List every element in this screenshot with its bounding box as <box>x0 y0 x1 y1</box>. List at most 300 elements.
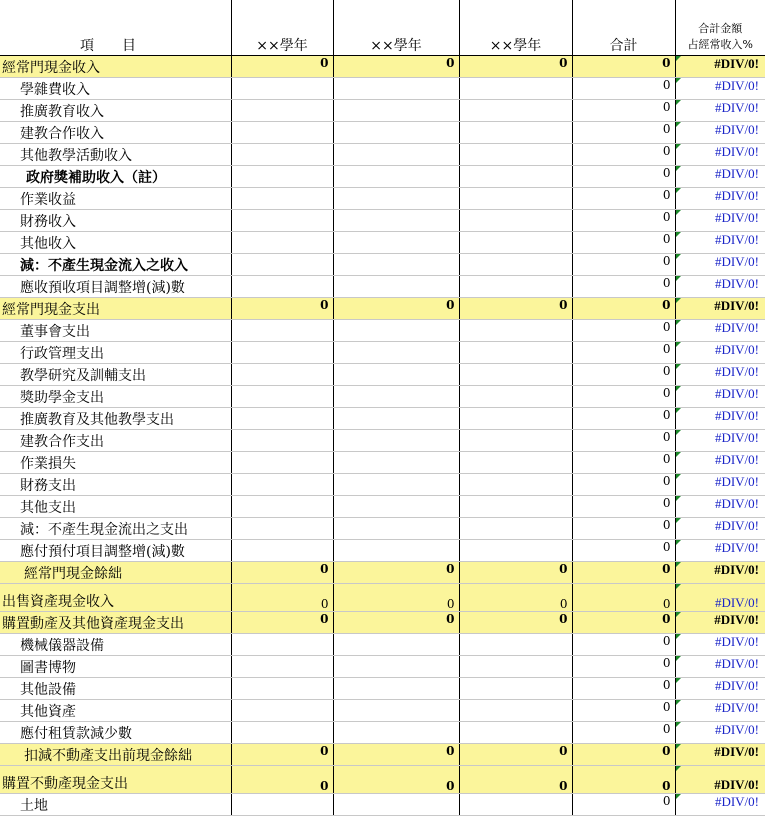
cell-percent[interactable] <box>675 122 765 144</box>
table-row <box>0 188 765 210</box>
percent-value: #DIV/0! <box>714 612 759 627</box>
cell-v3[interactable] <box>459 342 572 364</box>
cell-percent[interactable] <box>675 342 765 364</box>
row-label[interactable]: 減：不產生現金流入之收入 <box>0 254 231 276</box>
cell-v2[interactable] <box>333 496 459 518</box>
cell-percent[interactable] <box>675 78 765 100</box>
cell-percent[interactable] <box>675 612 765 634</box>
cell-v2[interactable] <box>333 78 459 100</box>
cell-percent[interactable] <box>675 298 765 320</box>
error-indicator-icon <box>676 584 681 589</box>
cell-v3[interactable] <box>459 210 572 232</box>
percent-value: #DIV/0! <box>715 722 759 737</box>
percent-value: #DIV/0! <box>715 794 759 809</box>
row-label[interactable]: 購置動產及其他資產現金支出 <box>0 612 231 634</box>
table-row <box>0 166 765 188</box>
error-indicator-icon <box>676 166 681 171</box>
cell-total[interactable]: 0 <box>572 496 675 518</box>
cell-total[interactable]: 0 <box>572 364 675 386</box>
cell-v3[interactable]: 0 <box>459 612 572 634</box>
table-row <box>0 744 765 766</box>
percent-value: #DIV/0! <box>715 452 759 467</box>
percent-value: #DIV/0! <box>715 78 759 93</box>
cell-v3[interactable]: 0 <box>459 298 572 320</box>
table-row <box>0 518 765 540</box>
cell-total[interactable]: 0 <box>572 386 675 408</box>
error-indicator-icon <box>676 452 681 457</box>
cell-total[interactable]: 0 <box>572 188 675 210</box>
cell-v2[interactable] <box>333 144 459 166</box>
cell-v2[interactable] <box>333 794 459 816</box>
cell-percent[interactable] <box>675 766 765 794</box>
cell-v1[interactable] <box>231 188 333 210</box>
table-row <box>0 562 765 584</box>
cell-v3[interactable] <box>459 254 572 276</box>
row-label[interactable]: 其他教學活動收入 <box>0 144 231 166</box>
cell-percent[interactable] <box>675 166 765 188</box>
percent-value: #DIV/0! <box>715 386 759 401</box>
cell-v2[interactable] <box>333 188 459 210</box>
cell-total[interactable]: 0 <box>572 276 675 298</box>
table-row <box>0 78 765 100</box>
cell-total[interactable]: 0 <box>572 540 675 562</box>
cell-v3[interactable]: 0 <box>459 766 572 794</box>
cell-v2[interactable]: 0 <box>333 584 459 612</box>
cell-total[interactable]: 0 <box>572 430 675 452</box>
cell-percent[interactable] <box>675 386 765 408</box>
percent-value: #DIV/0! <box>715 496 759 511</box>
cell-v1[interactable]: 0 <box>231 744 333 766</box>
cell-v2[interactable] <box>333 386 459 408</box>
row-label[interactable]: 機械儀器設備 <box>0 634 231 656</box>
cell-v3[interactable] <box>459 474 572 496</box>
error-indicator-icon <box>676 56 681 61</box>
error-indicator-icon <box>676 518 681 523</box>
error-indicator-icon <box>676 386 681 391</box>
cell-total[interactable]: 0 <box>572 794 675 816</box>
cell-v1[interactable] <box>231 320 333 342</box>
cell-percent[interactable] <box>675 634 765 656</box>
error-indicator-icon <box>676 656 681 661</box>
cell-v1[interactable] <box>231 364 333 386</box>
cell-total[interactable]: 0 <box>572 744 675 766</box>
table-row <box>0 474 765 496</box>
cell-v1[interactable] <box>231 496 333 518</box>
row-label[interactable]: 推廣教育及其他教學支出 <box>0 408 231 430</box>
cell-v2[interactable] <box>333 518 459 540</box>
cell-v2[interactable]: 0 <box>333 562 459 584</box>
cell-percent[interactable] <box>675 276 765 298</box>
cell-percent[interactable] <box>675 474 765 496</box>
cell-v3[interactable] <box>459 634 572 656</box>
cell-v1[interactable] <box>231 232 333 254</box>
cell-v3[interactable] <box>459 656 572 678</box>
row-label[interactable]: 經常門現金餘絀 <box>0 562 231 584</box>
cell-v3[interactable] <box>459 78 572 100</box>
cell-total[interactable]: 0 <box>572 562 675 584</box>
cell-percent[interactable] <box>675 254 765 276</box>
table-row <box>0 722 765 744</box>
row-label[interactable]: 出售資產現金收入 <box>0 584 231 612</box>
cell-v2[interactable] <box>333 656 459 678</box>
cell-v2[interactable] <box>333 364 459 386</box>
cell-v2[interactable]: 0 <box>333 766 459 794</box>
percent-value: #DIV/0! <box>715 232 759 247</box>
percent-value: #DIV/0! <box>715 188 759 203</box>
cell-v2[interactable] <box>333 342 459 364</box>
cell-total[interactable]: 0 <box>572 56 675 78</box>
cell-percent[interactable] <box>675 232 765 254</box>
cell-v3[interactable] <box>459 320 572 342</box>
table-row <box>0 342 765 364</box>
error-indicator-icon <box>676 232 681 237</box>
cell-total[interactable]: 0 <box>572 678 675 700</box>
percent-value: #DIV/0! <box>715 144 759 159</box>
row-label[interactable]: 應付租賃款減少數 <box>0 722 231 744</box>
cell-v3[interactable] <box>459 166 572 188</box>
cell-percent[interactable] <box>675 320 765 342</box>
cell-v2[interactable] <box>333 452 459 474</box>
cell-total[interactable]: 0 <box>572 254 675 276</box>
cell-total[interactable]: 0 <box>572 342 675 364</box>
percent-value: #DIV/0! <box>714 562 759 577</box>
cell-v1[interactable] <box>231 722 333 744</box>
cell-v2[interactable]: 0 <box>333 744 459 766</box>
error-indicator-icon <box>676 408 681 413</box>
row-label[interactable]: 購置不動產現金支出 <box>0 766 231 794</box>
row-label[interactable]: 董事會支出 <box>0 320 231 342</box>
cell-v3[interactable]: 0 <box>459 56 572 78</box>
row-label[interactable]: 其他設備 <box>0 678 231 700</box>
cell-v1[interactable] <box>231 700 333 722</box>
cell-percent[interactable] <box>675 188 765 210</box>
error-indicator-icon <box>676 612 681 617</box>
table-row <box>0 496 765 518</box>
cell-v2[interactable]: 0 <box>333 56 459 78</box>
header-percent-line1: 合計金額 <box>676 21 765 37</box>
cell-v3[interactable] <box>459 496 572 518</box>
row-label[interactable]: 教學研究及訓輔支出 <box>0 364 231 386</box>
error-indicator-icon <box>676 722 681 727</box>
row-label[interactable]: 減：不產生現金流出之支出 <box>0 518 231 540</box>
cell-v3[interactable]: 0 <box>459 744 572 766</box>
cell-total[interactable]: 0 <box>572 722 675 744</box>
cell-v2[interactable] <box>333 122 459 144</box>
header-percent-line2: 占經常收入% <box>676 37 765 53</box>
cell-v3[interactable] <box>459 430 572 452</box>
cell-percent[interactable] <box>675 144 765 166</box>
percent-value: #DIV/0! <box>715 320 759 335</box>
error-indicator-icon <box>676 144 681 149</box>
error-indicator-icon <box>676 744 681 749</box>
percent-value: #DIV/0! <box>715 474 759 489</box>
cell-v2[interactable] <box>333 254 459 276</box>
cell-total[interactable]: 0 <box>572 320 675 342</box>
row-label[interactable]: 其他收入 <box>0 232 231 254</box>
cell-percent[interactable] <box>675 562 765 584</box>
percent-value: #DIV/0! <box>715 408 759 423</box>
cell-total[interactable]: 0 <box>572 584 675 612</box>
table-row <box>0 452 765 474</box>
cell-v1[interactable] <box>231 144 333 166</box>
row-label[interactable]: 推廣教育收入 <box>0 100 231 122</box>
cell-v2[interactable] <box>333 634 459 656</box>
cell-total[interactable]: 0 <box>572 100 675 122</box>
cell-percent[interactable] <box>675 794 765 816</box>
cell-v1[interactable] <box>231 122 333 144</box>
cell-total[interactable]: 0 <box>572 518 675 540</box>
cell-percent[interactable] <box>675 540 765 562</box>
row-label[interactable]: 獎助學金支出 <box>0 386 231 408</box>
table-row <box>0 56 765 78</box>
header-year-1[interactable]: ××學年 <box>231 0 333 56</box>
percent-value: #DIV/0! <box>715 210 759 225</box>
cell-v1[interactable]: 0 <box>231 298 333 320</box>
cell-total[interactable]: 0 <box>572 474 675 496</box>
cell-percent[interactable] <box>675 56 765 78</box>
cell-v3[interactable] <box>459 408 572 430</box>
cell-v1[interactable] <box>231 100 333 122</box>
cell-percent[interactable] <box>675 210 765 232</box>
row-label[interactable]: 應付預付項目調整增(減)數 <box>0 540 231 562</box>
cell-v2[interactable] <box>333 100 459 122</box>
cell-v2[interactable] <box>333 700 459 722</box>
cell-percent[interactable] <box>675 452 765 474</box>
cell-total[interactable]: 0 <box>572 408 675 430</box>
table-row <box>0 584 765 612</box>
row-label[interactable]: 財務收入 <box>0 210 231 232</box>
cell-v2[interactable] <box>333 540 459 562</box>
cell-v2[interactable] <box>333 232 459 254</box>
error-indicator-icon <box>676 122 681 127</box>
header-year-3[interactable]: ××學年 <box>459 0 572 56</box>
cell-v1[interactable] <box>231 430 333 452</box>
cell-v3[interactable] <box>459 794 572 816</box>
percent-value: #DIV/0! <box>714 56 759 71</box>
error-indicator-icon <box>676 210 681 215</box>
cell-v1[interactable] <box>231 408 333 430</box>
error-indicator-icon <box>676 298 681 303</box>
cell-v3[interactable] <box>459 540 572 562</box>
error-indicator-icon <box>676 320 681 325</box>
cell-v3[interactable] <box>459 518 572 540</box>
row-label[interactable]: 作業收益 <box>0 188 231 210</box>
error-indicator-icon <box>676 562 681 567</box>
cell-percent[interactable] <box>675 722 765 744</box>
cell-v1[interactable] <box>231 656 333 678</box>
percent-value: #DIV/0! <box>715 430 759 445</box>
cell-v2[interactable] <box>333 320 459 342</box>
percent-value: #DIV/0! <box>715 364 759 379</box>
table-row <box>0 210 765 232</box>
cell-v3[interactable]: 0 <box>459 562 572 584</box>
error-indicator-icon <box>676 496 681 501</box>
cell-total[interactable]: 0 <box>572 166 675 188</box>
cell-v1[interactable] <box>231 166 333 188</box>
cell-v3[interactable] <box>459 232 572 254</box>
header-row <box>0 0 765 56</box>
cell-v1[interactable] <box>231 540 333 562</box>
table-row <box>0 430 765 452</box>
percent-value: #DIV/0! <box>715 595 759 610</box>
cell-percent[interactable] <box>675 430 765 452</box>
table-row <box>0 766 765 794</box>
cell-total[interactable]: 0 <box>572 78 675 100</box>
cell-v2[interactable] <box>333 678 459 700</box>
row-label[interactable]: 經常門現金支出 <box>0 298 231 320</box>
percent-value: #DIV/0! <box>714 298 759 313</box>
cell-total[interactable]: 0 <box>572 766 675 794</box>
error-indicator-icon <box>676 364 681 369</box>
cell-v1[interactable] <box>231 276 333 298</box>
table-row <box>0 634 765 656</box>
percent-value: #DIV/0! <box>715 540 759 555</box>
cell-total[interactable]: 0 <box>572 298 675 320</box>
cell-v1[interactable] <box>231 452 333 474</box>
cell-v3[interactable] <box>459 364 572 386</box>
error-indicator-icon <box>676 700 681 705</box>
row-label[interactable]: 作業損失 <box>0 452 231 474</box>
cell-total[interactable]: 0 <box>572 232 675 254</box>
cell-percent[interactable] <box>675 496 765 518</box>
cell-v1[interactable] <box>231 474 333 496</box>
row-label[interactable]: 學雜費收入 <box>0 78 231 100</box>
cell-total[interactable]: 0 <box>572 210 675 232</box>
header-total[interactable]: 合計 <box>572 0 675 56</box>
table-row <box>0 320 765 342</box>
row-label[interactable]: 行政管理支出 <box>0 342 231 364</box>
table-row <box>0 144 765 166</box>
cell-total[interactable]: 0 <box>572 612 675 634</box>
row-label[interactable]: 其他資產 <box>0 700 231 722</box>
row-label[interactable]: 其他支出 <box>0 496 231 518</box>
cell-v3[interactable] <box>459 678 572 700</box>
cell-v1[interactable]: 0 <box>231 766 333 794</box>
table-row <box>0 656 765 678</box>
header-percent[interactable] <box>675 0 765 56</box>
cell-v3[interactable] <box>459 276 572 298</box>
cell-v2[interactable]: 0 <box>333 612 459 634</box>
cell-v3[interactable] <box>459 386 572 408</box>
cell-percent[interactable] <box>675 408 765 430</box>
cell-v2[interactable] <box>333 210 459 232</box>
error-indicator-icon <box>676 678 681 683</box>
cell-v2[interactable] <box>333 474 459 496</box>
cell-percent[interactable] <box>675 678 765 700</box>
cell-v2[interactable] <box>333 430 459 452</box>
cell-percent[interactable] <box>675 744 765 766</box>
cell-v1[interactable]: 0 <box>231 584 333 612</box>
cell-v3[interactable] <box>459 452 572 474</box>
cell-percent[interactable] <box>675 584 765 612</box>
cell-v2[interactable] <box>333 166 459 188</box>
cell-v1[interactable] <box>231 386 333 408</box>
percent-value: #DIV/0! <box>715 166 759 181</box>
cell-v1[interactable]: 0 <box>231 612 333 634</box>
cell-v3[interactable] <box>459 144 572 166</box>
header-item[interactable]: 項 目 <box>0 0 231 56</box>
error-indicator-icon <box>676 766 681 771</box>
cell-v1[interactable]: 0 <box>231 56 333 78</box>
cell-v3[interactable] <box>459 722 572 744</box>
error-indicator-icon <box>676 276 681 281</box>
cell-v1[interactable] <box>231 794 333 816</box>
table-row <box>0 540 765 562</box>
error-indicator-icon <box>676 634 681 639</box>
table-row <box>0 122 765 144</box>
percent-value: #DIV/0! <box>715 656 759 671</box>
row-label[interactable]: 政府獎補助收入（註） <box>0 166 231 188</box>
cell-v1[interactable] <box>231 342 333 364</box>
cell-v3[interactable]: 0 <box>459 584 572 612</box>
row-label[interactable]: 扣減不動產支出前現金餘絀 <box>0 744 231 766</box>
row-label[interactable]: 土地 <box>0 794 231 816</box>
cell-percent[interactable] <box>675 700 765 722</box>
cell-v3[interactable] <box>459 122 572 144</box>
table-row <box>0 612 765 634</box>
error-indicator-icon <box>676 430 681 435</box>
row-label[interactable]: 建教合作收入 <box>0 122 231 144</box>
cell-percent[interactable] <box>675 364 765 386</box>
table-row <box>0 408 765 430</box>
table-row <box>0 254 765 276</box>
row-label[interactable]: 建教合作支出 <box>0 430 231 452</box>
percent-value: #DIV/0! <box>715 634 759 649</box>
row-label[interactable]: 經常門現金收入 <box>0 56 231 78</box>
header-year-2[interactable]: ××學年 <box>333 0 459 56</box>
cell-v3[interactable] <box>459 188 572 210</box>
table-row <box>0 386 765 408</box>
cell-total[interactable]: 0 <box>572 700 675 722</box>
cell-v3[interactable] <box>459 100 572 122</box>
error-indicator-icon <box>676 540 681 545</box>
cell-v1[interactable] <box>231 78 333 100</box>
cell-v1[interactable] <box>231 210 333 232</box>
percent-value: #DIV/0! <box>715 342 759 357</box>
cell-total[interactable]: 0 <box>572 634 675 656</box>
table-row <box>0 276 765 298</box>
percent-value: #DIV/0! <box>715 700 759 715</box>
cell-v2[interactable] <box>333 408 459 430</box>
cell-v3[interactable] <box>459 700 572 722</box>
cell-percent[interactable] <box>675 100 765 122</box>
cell-total[interactable]: 0 <box>572 452 675 474</box>
cell-v1[interactable] <box>231 634 333 656</box>
error-indicator-icon <box>676 254 681 259</box>
cell-v2[interactable]: 0 <box>333 298 459 320</box>
row-label[interactable]: 圖書博物 <box>0 656 231 678</box>
row-label[interactable]: 財務支出 <box>0 474 231 496</box>
cell-v1[interactable]: 0 <box>231 562 333 584</box>
percent-value: #DIV/0! <box>715 518 759 533</box>
cell-total[interactable]: 0 <box>572 656 675 678</box>
row-label[interactable]: 應收預收項目調整增(減)數 <box>0 276 231 298</box>
cell-v2[interactable] <box>333 722 459 744</box>
cell-v1[interactable] <box>231 678 333 700</box>
cell-v1[interactable] <box>231 518 333 540</box>
cell-v2[interactable] <box>333 276 459 298</box>
error-indicator-icon <box>676 342 681 347</box>
cell-percent[interactable] <box>675 656 765 678</box>
table-row <box>0 100 765 122</box>
percent-value: #DIV/0! <box>715 122 759 137</box>
cell-total[interactable]: 0 <box>572 144 675 166</box>
percent-value: #DIV/0! <box>714 744 759 759</box>
cell-percent[interactable] <box>675 518 765 540</box>
cell-v1[interactable] <box>231 254 333 276</box>
cell-total[interactable]: 0 <box>572 122 675 144</box>
error-indicator-icon <box>676 100 681 105</box>
